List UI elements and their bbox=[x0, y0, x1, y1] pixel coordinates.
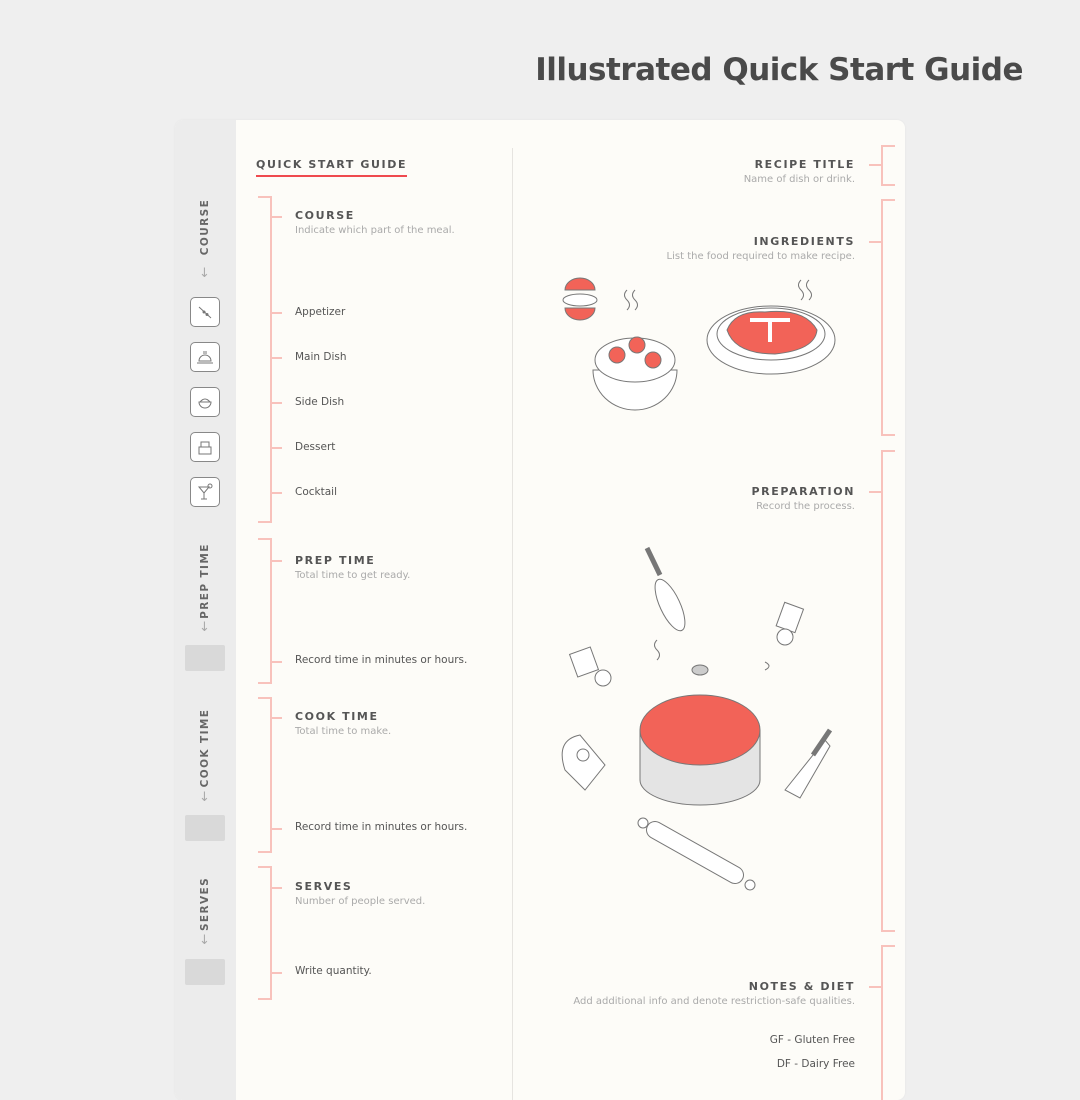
notes-heading: NOTES & DIET bbox=[748, 980, 855, 993]
recipe-title-section bbox=[744, 158, 855, 185]
course-item-side-dish: Side Dish bbox=[295, 396, 345, 408]
cook-time-field[interactable] bbox=[185, 815, 225, 841]
preparation-section bbox=[752, 485, 856, 512]
serves-title: SERVES bbox=[295, 880, 353, 893]
tape-measure-icon bbox=[562, 735, 605, 790]
prep-time-title: PREP TIME bbox=[295, 554, 376, 567]
rolling-pin-icon bbox=[638, 818, 755, 890]
prep-time-field[interactable] bbox=[185, 645, 225, 671]
prep-time-desc: Total time to get ready. bbox=[295, 570, 411, 581]
pot-icon bbox=[640, 640, 769, 805]
sidebar-label-cook-time: COOK TIME bbox=[199, 708, 211, 788]
arrow-down-icon: ↓ bbox=[199, 266, 210, 281]
sidebar-label-serves: SERVES bbox=[199, 876, 211, 932]
course-item-main-dish: Main Dish bbox=[295, 351, 347, 363]
tomato-icon bbox=[563, 278, 597, 320]
ingredients-heading: INGREDIENTS bbox=[753, 235, 855, 248]
diet-dairy-free: DF - Dairy Free bbox=[776, 1058, 855, 1070]
pepper-shaker-icon bbox=[570, 647, 611, 686]
side-dish-bowl-icon[interactable] bbox=[190, 387, 220, 417]
recipe-title-desc: Name of dish or drink. bbox=[743, 174, 855, 185]
prep-time-note: Record time in minutes or hours. bbox=[295, 654, 468, 666]
serves-desc: Number of people served. bbox=[295, 896, 426, 907]
serves-field[interactable] bbox=[185, 959, 225, 985]
cook-time-section bbox=[295, 710, 391, 737]
preparation-desc: Record the process. bbox=[756, 501, 855, 512]
arrow-down-icon: ↓ bbox=[199, 790, 210, 805]
appetizer-skewer-icon[interactable] bbox=[190, 297, 220, 327]
recipe-title-heading: RECIPE TITLE bbox=[754, 158, 855, 171]
course-section bbox=[295, 209, 455, 236]
notes-section bbox=[573, 980, 855, 1007]
serves-note: Write quantity. bbox=[295, 965, 372, 977]
cook-time-desc: Total time to make. bbox=[295, 726, 392, 737]
preparation-heading: PREPARATION bbox=[751, 485, 855, 498]
page-title: Illustrated Quick Start Guide bbox=[535, 52, 1023, 88]
whisk-icon bbox=[647, 548, 691, 635]
guide-heading: QUICK START GUIDE bbox=[256, 158, 407, 177]
cook-time-title: COOK TIME bbox=[295, 710, 379, 723]
diet-gluten-free: GF - Gluten Free bbox=[769, 1034, 855, 1046]
guide-card bbox=[175, 120, 905, 1100]
notes-desc: Add additional info and denote restriction-safe qualities. bbox=[573, 996, 855, 1007]
pasta-bowl-icon bbox=[593, 290, 677, 410]
course-item-dessert: Dessert bbox=[295, 441, 336, 453]
steak-plate-icon bbox=[707, 280, 835, 374]
sidebar-label-prep-time: PREP TIME bbox=[199, 543, 211, 619]
cook-time-note: Record time in minutes or hours. bbox=[295, 821, 468, 833]
course-desc: Indicate which part of the meal. bbox=[295, 225, 455, 236]
prep-time-section bbox=[295, 554, 410, 581]
column-divider bbox=[512, 148, 513, 1100]
preparation-illustration bbox=[545, 540, 835, 900]
course-item-cocktail: Cocktail bbox=[295, 486, 337, 498]
salt-shaker-icon bbox=[776, 602, 803, 645]
dessert-cake-icon[interactable] bbox=[190, 432, 220, 462]
arrow-down-icon: ↓ bbox=[199, 933, 210, 948]
course-item-appetizer: Appetizer bbox=[295, 306, 346, 318]
cocktail-glass-icon[interactable] bbox=[190, 477, 220, 507]
arrow-down-icon: ↓ bbox=[199, 620, 210, 635]
sidebar-label-course: COURSE bbox=[199, 198, 211, 256]
serves-section bbox=[295, 880, 425, 907]
course-title: COURSE bbox=[295, 209, 355, 222]
ingredients-illustration bbox=[535, 250, 855, 450]
sidebar bbox=[175, 120, 236, 1100]
ingredients-desc: List the food required to make recipe. bbox=[666, 251, 855, 262]
main-dish-cloche-icon[interactable] bbox=[190, 342, 220, 372]
knife-icon bbox=[785, 730, 830, 798]
